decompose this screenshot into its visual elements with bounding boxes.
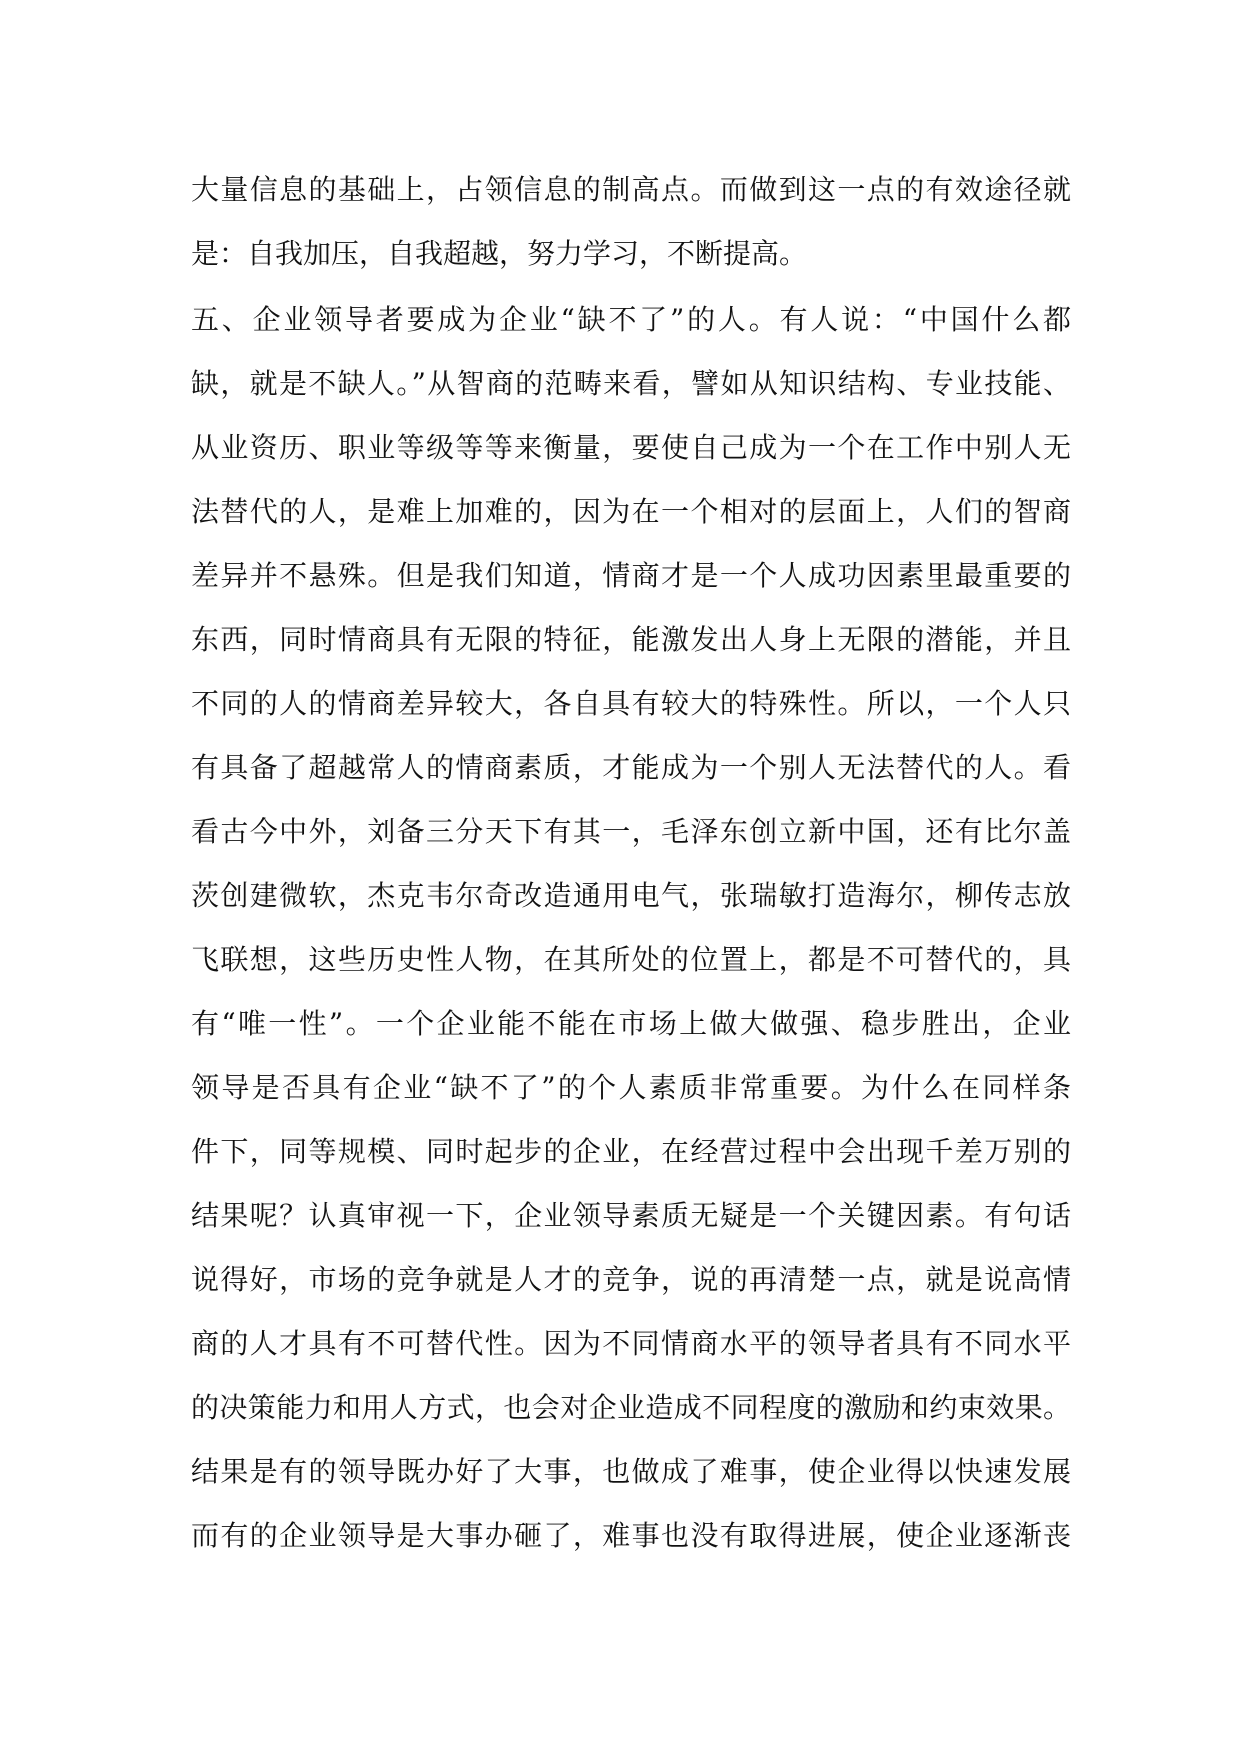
text-line: 茨创建微软，杰克韦尔奇改造通用电气，张瑞敏打造海尔，柳传志放 [191,879,1071,912]
text-line: 商的人才具有不可替代性。因为不同情商水平的领导者具有不同水平 [191,1327,1071,1360]
text-line: 说得好，市场的竞争就是人才的竞争，说的再清楚一点，就是说高情 [191,1263,1071,1296]
text-line: 的决策能力和用人方式，也会对企业造成不同程度的激励和约束效果。 [191,1391,1071,1424]
document-body [191,158,1071,1568]
text-line: 有“唯一性”。一个企业能不能在市场上做大做强、稳步胜出，企业 [191,1007,1071,1040]
text-line: 五、企业领导者要成为企业“缺不了”的人。有人说：“中国什么都 [191,303,1071,336]
text-line: 大量信息的基础上，占领信息的制高点。而做到这一点的有效途径就 [191,173,1071,206]
text-line: 而有的企业领导是大事办砸了，难事也没有取得进展，使企业逐渐丧 [191,1519,1071,1552]
text-line: 缺，就是不缺人。”从智商的范畴来看，譬如从知识结构、专业技能、 [191,367,1071,400]
text-line: 法替代的人，是难上加难的，因为在一个相对的层面上，人们的智商 [191,495,1071,528]
text-line: 不同的人的情商差异较大，各自具有较大的特殊性。所以，一个人只 [191,687,1071,720]
text-line: 结果是有的领导既办好了大事，也做成了难事，使企业得以快速发展 [191,1455,1071,1488]
text-line: 东西，同时情商具有无限的特征，能激发出人身上无限的潜能，并且 [191,623,1071,656]
paragraph-2 [191,288,1071,1568]
text-line: 差异并不悬殊。但是我们知道，情商才是一个人成功因素里最重要的 [191,559,1071,592]
text-line: 件下，同等规模、同时起步的企业，在经营过程中会出现千差万别的 [191,1135,1071,1168]
text-line: 飞联想，这些历史性人物，在其所处的位置上，都是不可替代的，具 [191,943,1071,976]
text-line: 有具备了超越常人的情商素质，才能成为一个别人无法替代的人。看 [191,751,1071,784]
text-line: 领导是否具有企业“缺不了”的个人素质非常重要。为什么在同样条 [191,1071,1071,1104]
paragraph-1 [191,158,1071,286]
text-line: 看古今中外，刘备三分天下有其一，毛泽东创立新中国，还有比尔盖 [191,815,1071,848]
text-line: 从业资历、职业等级等等来衡量，要使自己成为一个在工作中别人无 [191,431,1071,464]
text-line: 是：自我加压，自我超越，努力学习，不断提高。 [191,237,808,270]
text-line: 结果呢？认真审视一下，企业领导素质无疑是一个关键因素。有句话 [191,1199,1071,1232]
